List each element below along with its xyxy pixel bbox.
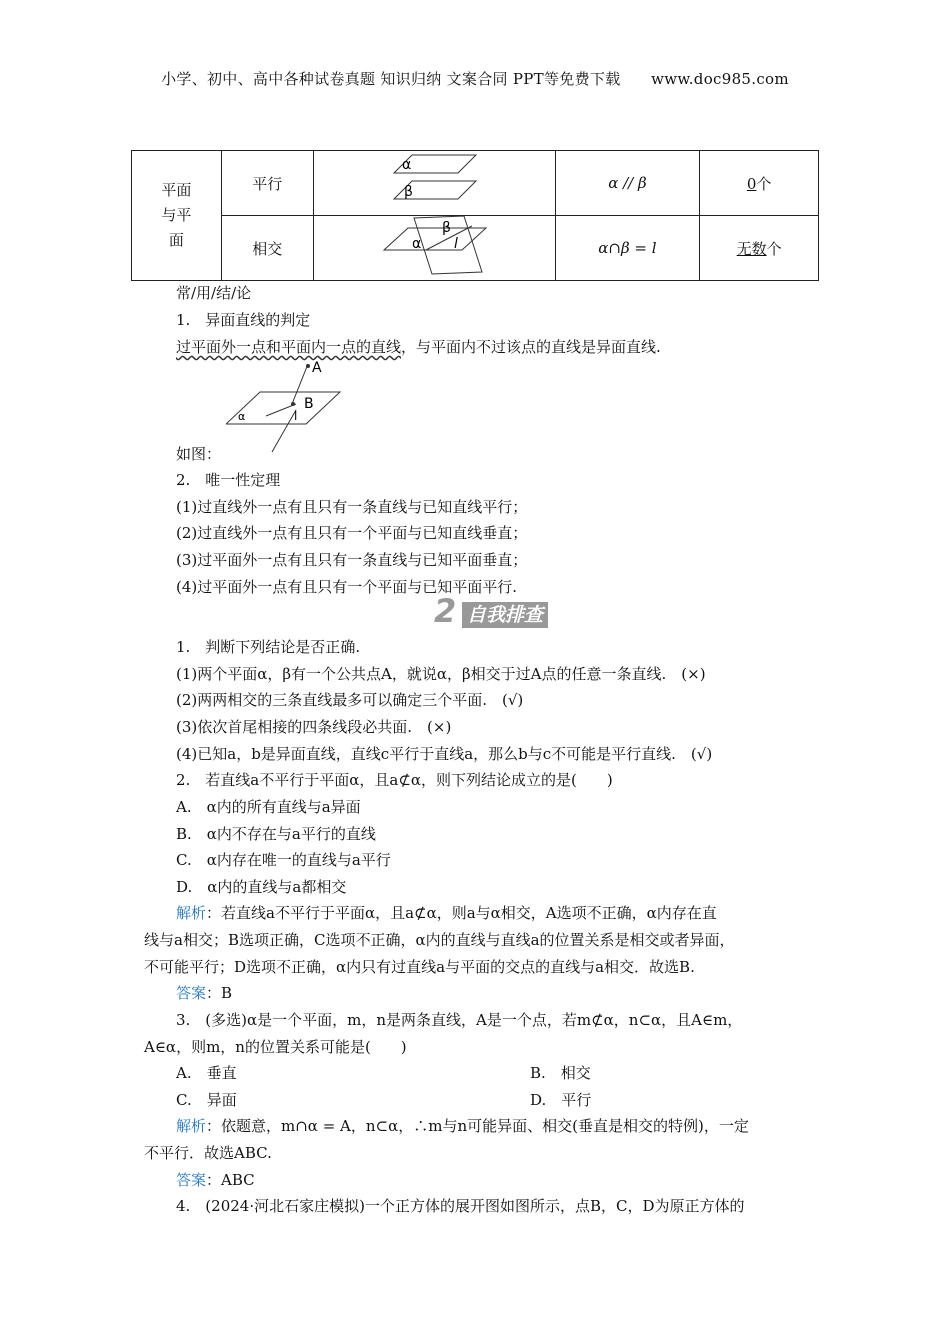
parallel-count: 0个 (700, 151, 819, 216)
label-B: B (304, 396, 314, 412)
conclusions-heading: 常/用/结/论 (176, 284, 252, 302)
intersecting-planes-diagram (314, 216, 554, 276)
q1-item-2: (2)两两相交的三条直线最多可以确定三个平面. (√) (176, 691, 524, 709)
q4-stem: 4. (2024·河北石家庄模拟)一个正方体的展开图如图所示，点B，C，D为原正方体的 (176, 1197, 745, 1215)
table-category: 平面与平面 (161, 181, 192, 249)
c2-item-3: (3)过平面外一点有且只有一条直线与已知平面垂直； (176, 551, 528, 569)
q2-option-b: B. α内不存在与a平行的直线 (176, 825, 376, 843)
intersect-count: 无数个 (700, 216, 819, 281)
page-header: 小学、初中、高中各种试卷真题 知识归纳 文案合同 PPT等免费下载 www.doc985.com (161, 70, 789, 88)
q2-analysis-line-3: 不可能平行；D选项不正确，α内只有过直线a与平面的交点的直线与a相交．故选B. (144, 958, 695, 976)
label-alpha: α (412, 236, 422, 252)
c2-item-4: (4)过平面外一点有且只有一个平面与已知平面平行. (176, 578, 518, 596)
q2-option-c: C. α内存在唯一的直线与a平行 (176, 851, 391, 869)
q1-item-4: (4)已知a，b是异面直线，直线c平行于直线a，那么b与c不可能是平行直线. (√) (176, 745, 713, 763)
section-number: 2 (434, 592, 457, 630)
line-in-plane (266, 404, 296, 416)
q2-analysis-line-1: 解析：若直线a不平行于平面α，且a⊄α，则a与α相交，A选项不正确，α内存在直 (176, 904, 717, 922)
q1-item-3: (3)依次首尾相接的四条线段必共面. (×) (176, 718, 452, 736)
q2-answer: 答案：B (176, 984, 233, 1002)
c2-item-1: (1)过直线外一点有且只有一条直线与已知直线平行； (176, 498, 528, 516)
intersecting-planes-diagram-cell (313, 216, 555, 281)
label-beta: β (442, 220, 452, 236)
q3-stem-line-2: A∈α，则m，n的位置关系可能是( ) (144, 1038, 407, 1056)
q3-answer: 答案：ABC (176, 1171, 255, 1189)
section-title: 自我排查 (462, 602, 548, 628)
point-A (306, 364, 310, 368)
q1-stem: 1. 判断下列结论是否正确. (176, 638, 361, 656)
c1-body: 过平面外一点和平面内一点的直线，与平面内不过该点的直线是异面直线. (176, 338, 661, 356)
table-relation-intersect: 相交 (221, 216, 313, 281)
q1-item-1: (1)两个平面α，β有一个公共点A，就说α，β相交于过A点的任意一条直线. (×) (176, 665, 706, 683)
c2-item-2: (2)过直线外一点有且只有一个平面与已知直线垂直； (176, 524, 528, 542)
parallel-planes-diagram-cell (313, 151, 555, 216)
q3-option-b: B. 相交 (530, 1064, 591, 1082)
plane-alpha-shape (384, 228, 486, 250)
q2-option-d: D. α内的直线与a都相交 (176, 878, 347, 896)
label-beta: β (404, 184, 414, 200)
plane-relation-table (131, 150, 819, 281)
label-alpha: α (238, 410, 246, 423)
q2-option-a: A. α内的所有直线与a异面 (176, 798, 361, 816)
line-l (272, 410, 296, 452)
c1-fig-caption: 如图： (176, 445, 222, 463)
q3-analysis-line-1: 解析：依题意，m∩α = A，n⊂α，∴m与n可能异面、相交(垂直是相交的特例)，一定 (176, 1117, 749, 1135)
c1-title: 1. 异面直线的判定 (176, 311, 311, 329)
c2-title: 2. 唯一性定理 (176, 471, 281, 489)
q3-stem-line-1: 3. (多选)α是一个平面，m，n是两条直线，A是一个点，若m⊄α，n⊂α，且A∈m， (176, 1011, 743, 1029)
q3-option-c: C. 异面 (176, 1091, 237, 1109)
intersect-symbol: α∩β = l (555, 216, 700, 281)
q3-option-d: D. 平行 (530, 1091, 592, 1109)
q2-analysis-line-2: 线与a相交；B选项正确，C选项不正确，α内的直线与直线a的位置关系是相交或者异面， (144, 931, 735, 949)
point-B (291, 402, 295, 406)
parallel-planes-diagram (314, 151, 554, 211)
parallel-symbol: α // β (555, 151, 700, 216)
table-relation-parallel: 平行 (221, 151, 313, 216)
section-self-check-title (434, 592, 550, 632)
q2-stem: 2. 若直线a不平行于平面α，且a⊄α，则下列结论成立的是( ) (176, 771, 613, 789)
label-A: A (312, 360, 322, 376)
label-l: l (294, 409, 298, 423)
q3-analysis-line-2: 不平行．故选ABC. (144, 1144, 272, 1162)
table-category-cell (132, 151, 222, 281)
skew-lines-figure (226, 358, 346, 454)
label-alpha: α (402, 157, 412, 173)
label-l: l (454, 236, 458, 252)
q3-option-a: A. 垂直 (176, 1064, 237, 1082)
